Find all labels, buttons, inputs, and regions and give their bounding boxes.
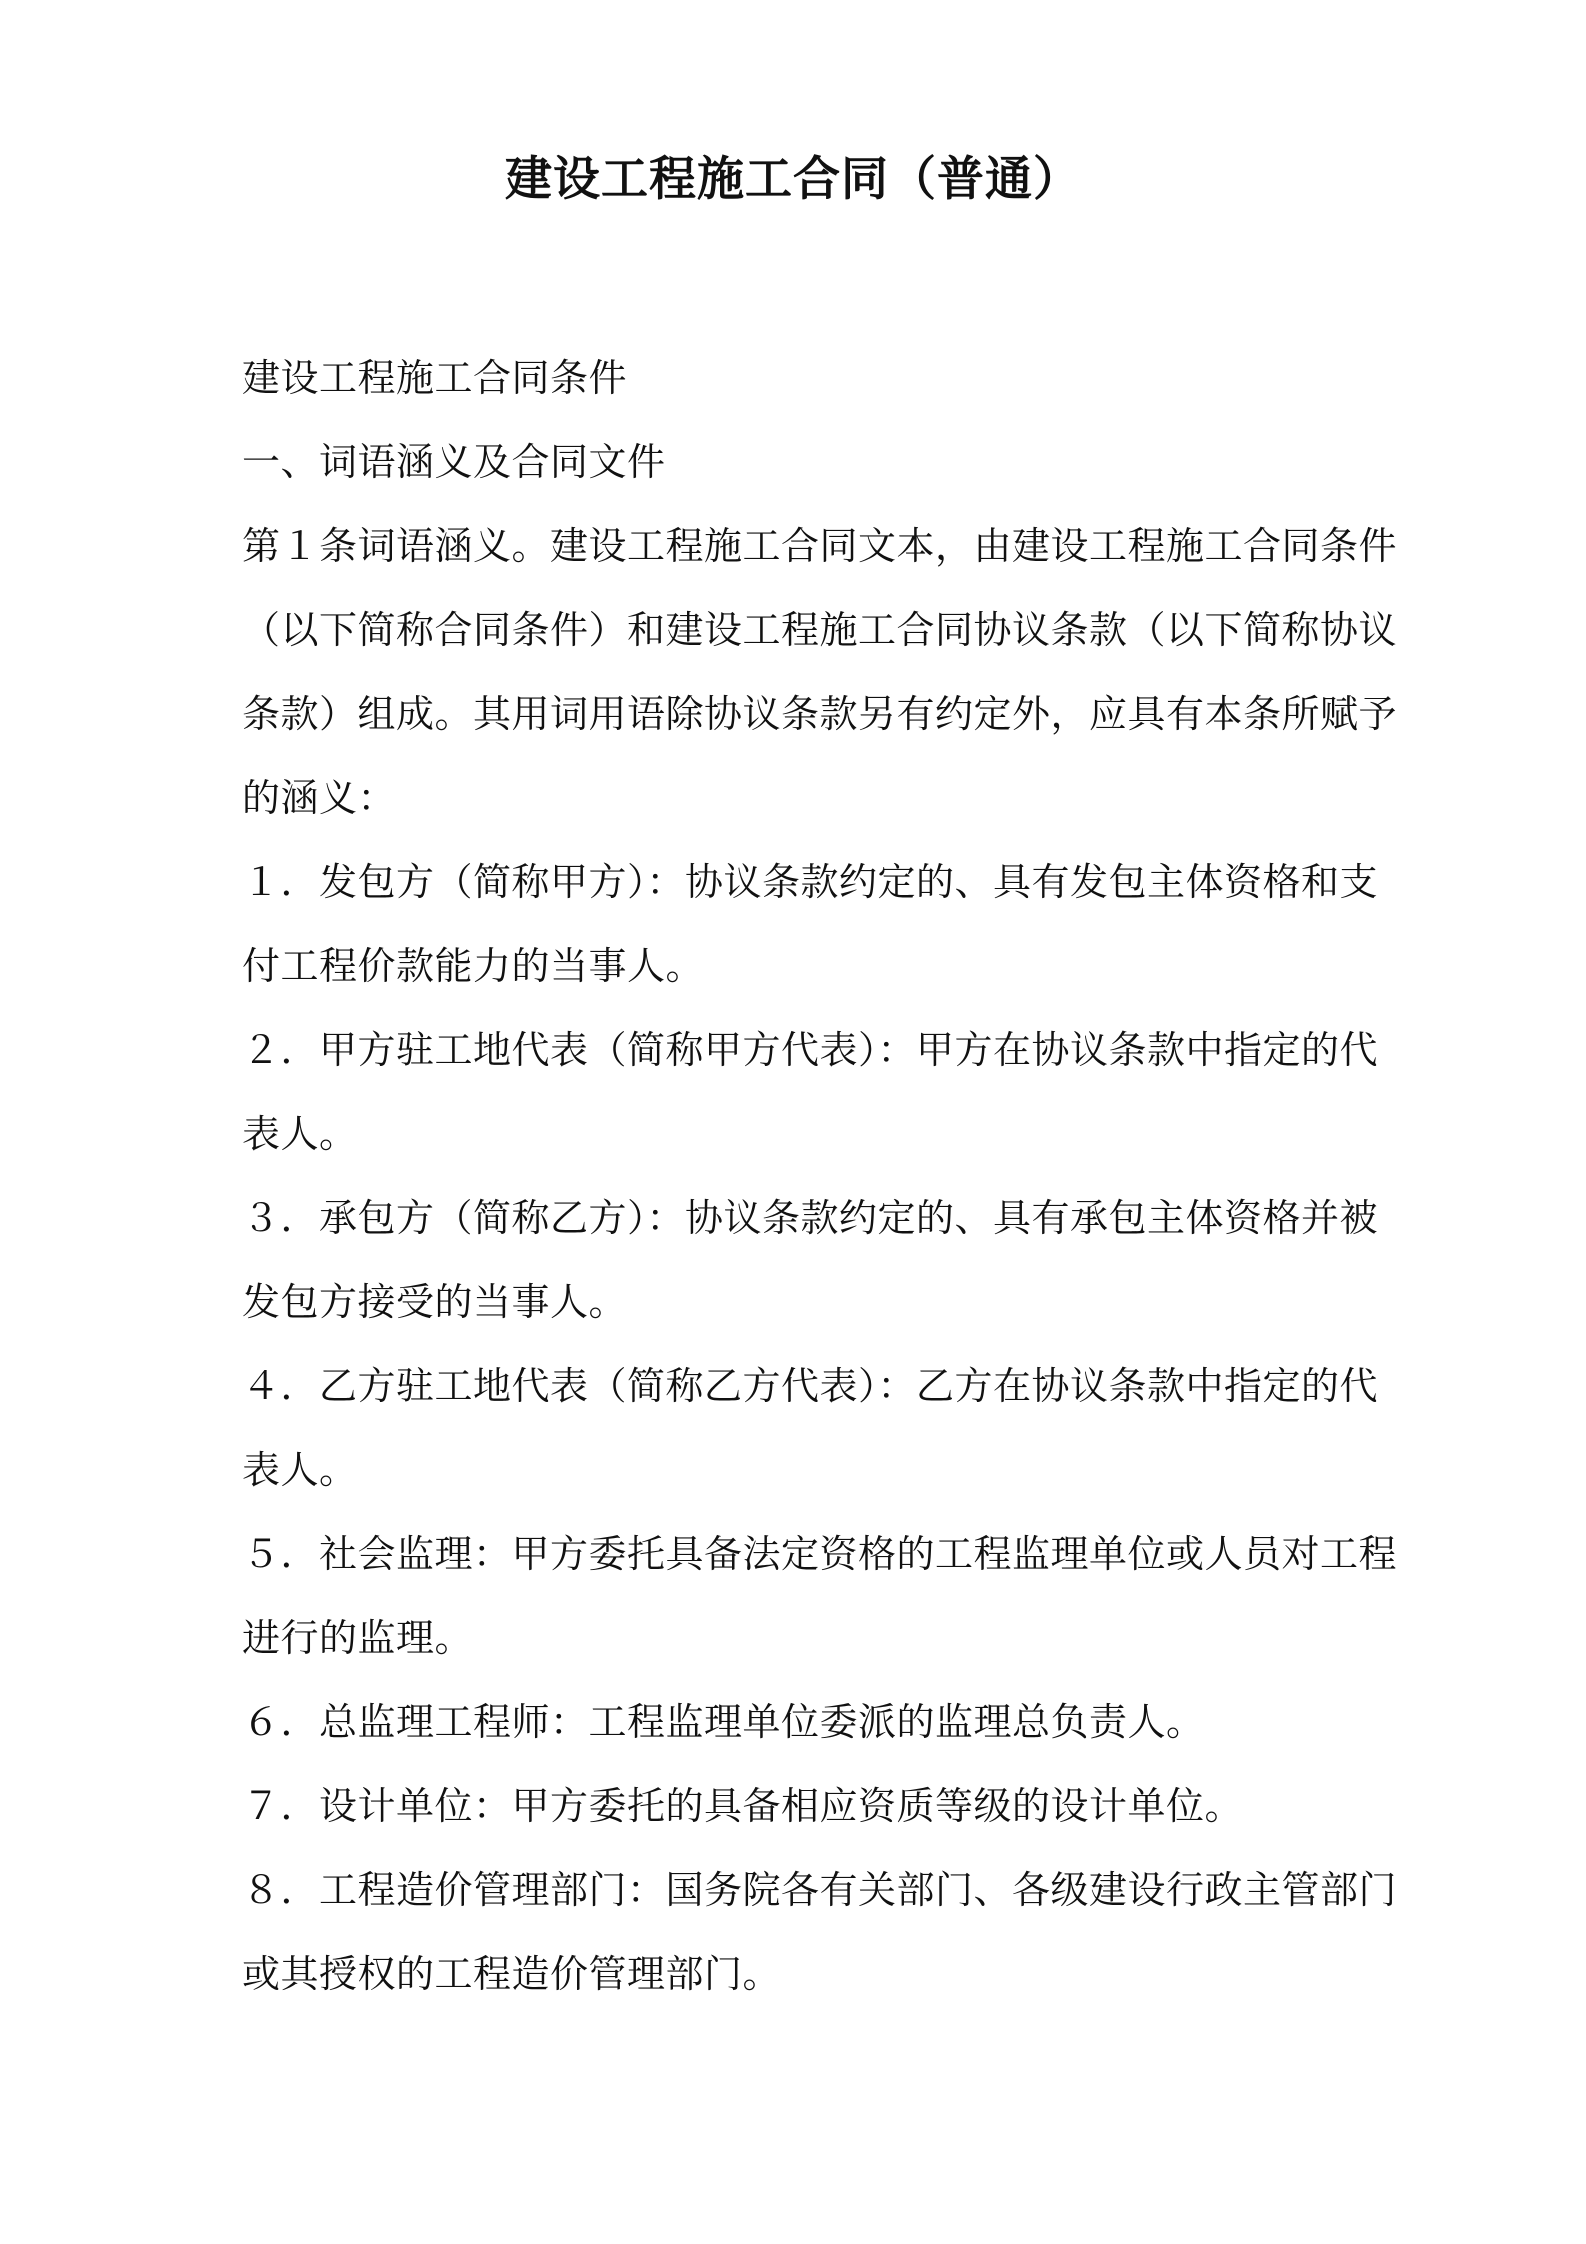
list-item-line: 表人。 [242,1112,358,1156]
list-item-line: 发包方接受的当事人。 [242,1280,628,1324]
list-item-line: 或其授权的工程造价管理部门。 [242,1952,782,1996]
list-item-line: 进行的监理。 [242,1616,474,1660]
paragraph-line: 的涵义： [242,776,397,820]
page-title: 建设工程施工合同（普通） [505,152,1081,207]
list-item-line: ３．承包方（简称乙方）：协议条款约定的、具有承包主体资格并被 [242,1196,1379,1240]
list-item-line: 付工程价款能力的当事人。 [242,944,705,988]
document-body [242,336,1398,2016]
list-item-line: ６．总监理工程师：工程监理单位委派的监理总负责人。 [242,1700,1205,1744]
list-item-line: ２．甲方驻工地代表（简称甲方代表）：甲方在协议条款中指定的代 [242,1028,1379,1072]
list-item-line: 表人。 [242,1448,358,1492]
list-item-line: ７．设计单位：甲方委托的具备相应资质等级的设计单位。 [242,1784,1244,1828]
list-item-line: ８．工程造价管理部门：国务院各有关部门、各级建设行政主管部门 [242,1868,1398,1912]
chapter-heading: 一、词语涵义及合同文件 [242,440,666,484]
paragraph-line: 第１条词语涵义。建设工程施工合同文本，由建设工程施工合同条件 [242,524,1398,568]
paragraph-line: （以下简称合同条件）和建设工程施工合同协议条款（以下简称协议 [242,608,1398,652]
section-heading: 建设工程施工合同条件 [242,356,628,400]
paragraph-line: 条款）组成。其用词用语除协议条款另有约定外，应具有本条所赋予 [242,692,1398,736]
list-item-line: ４．乙方驻工地代表（简称乙方代表）：乙方在协议条款中指定的代 [242,1364,1379,1408]
list-item-line: １．发包方（简称甲方）：协议条款约定的、具有发包主体资格和支 [242,860,1379,904]
list-item-line: ５．社会监理：甲方委托具备法定资格的工程监理单位或人员对工程 [242,1532,1398,1576]
